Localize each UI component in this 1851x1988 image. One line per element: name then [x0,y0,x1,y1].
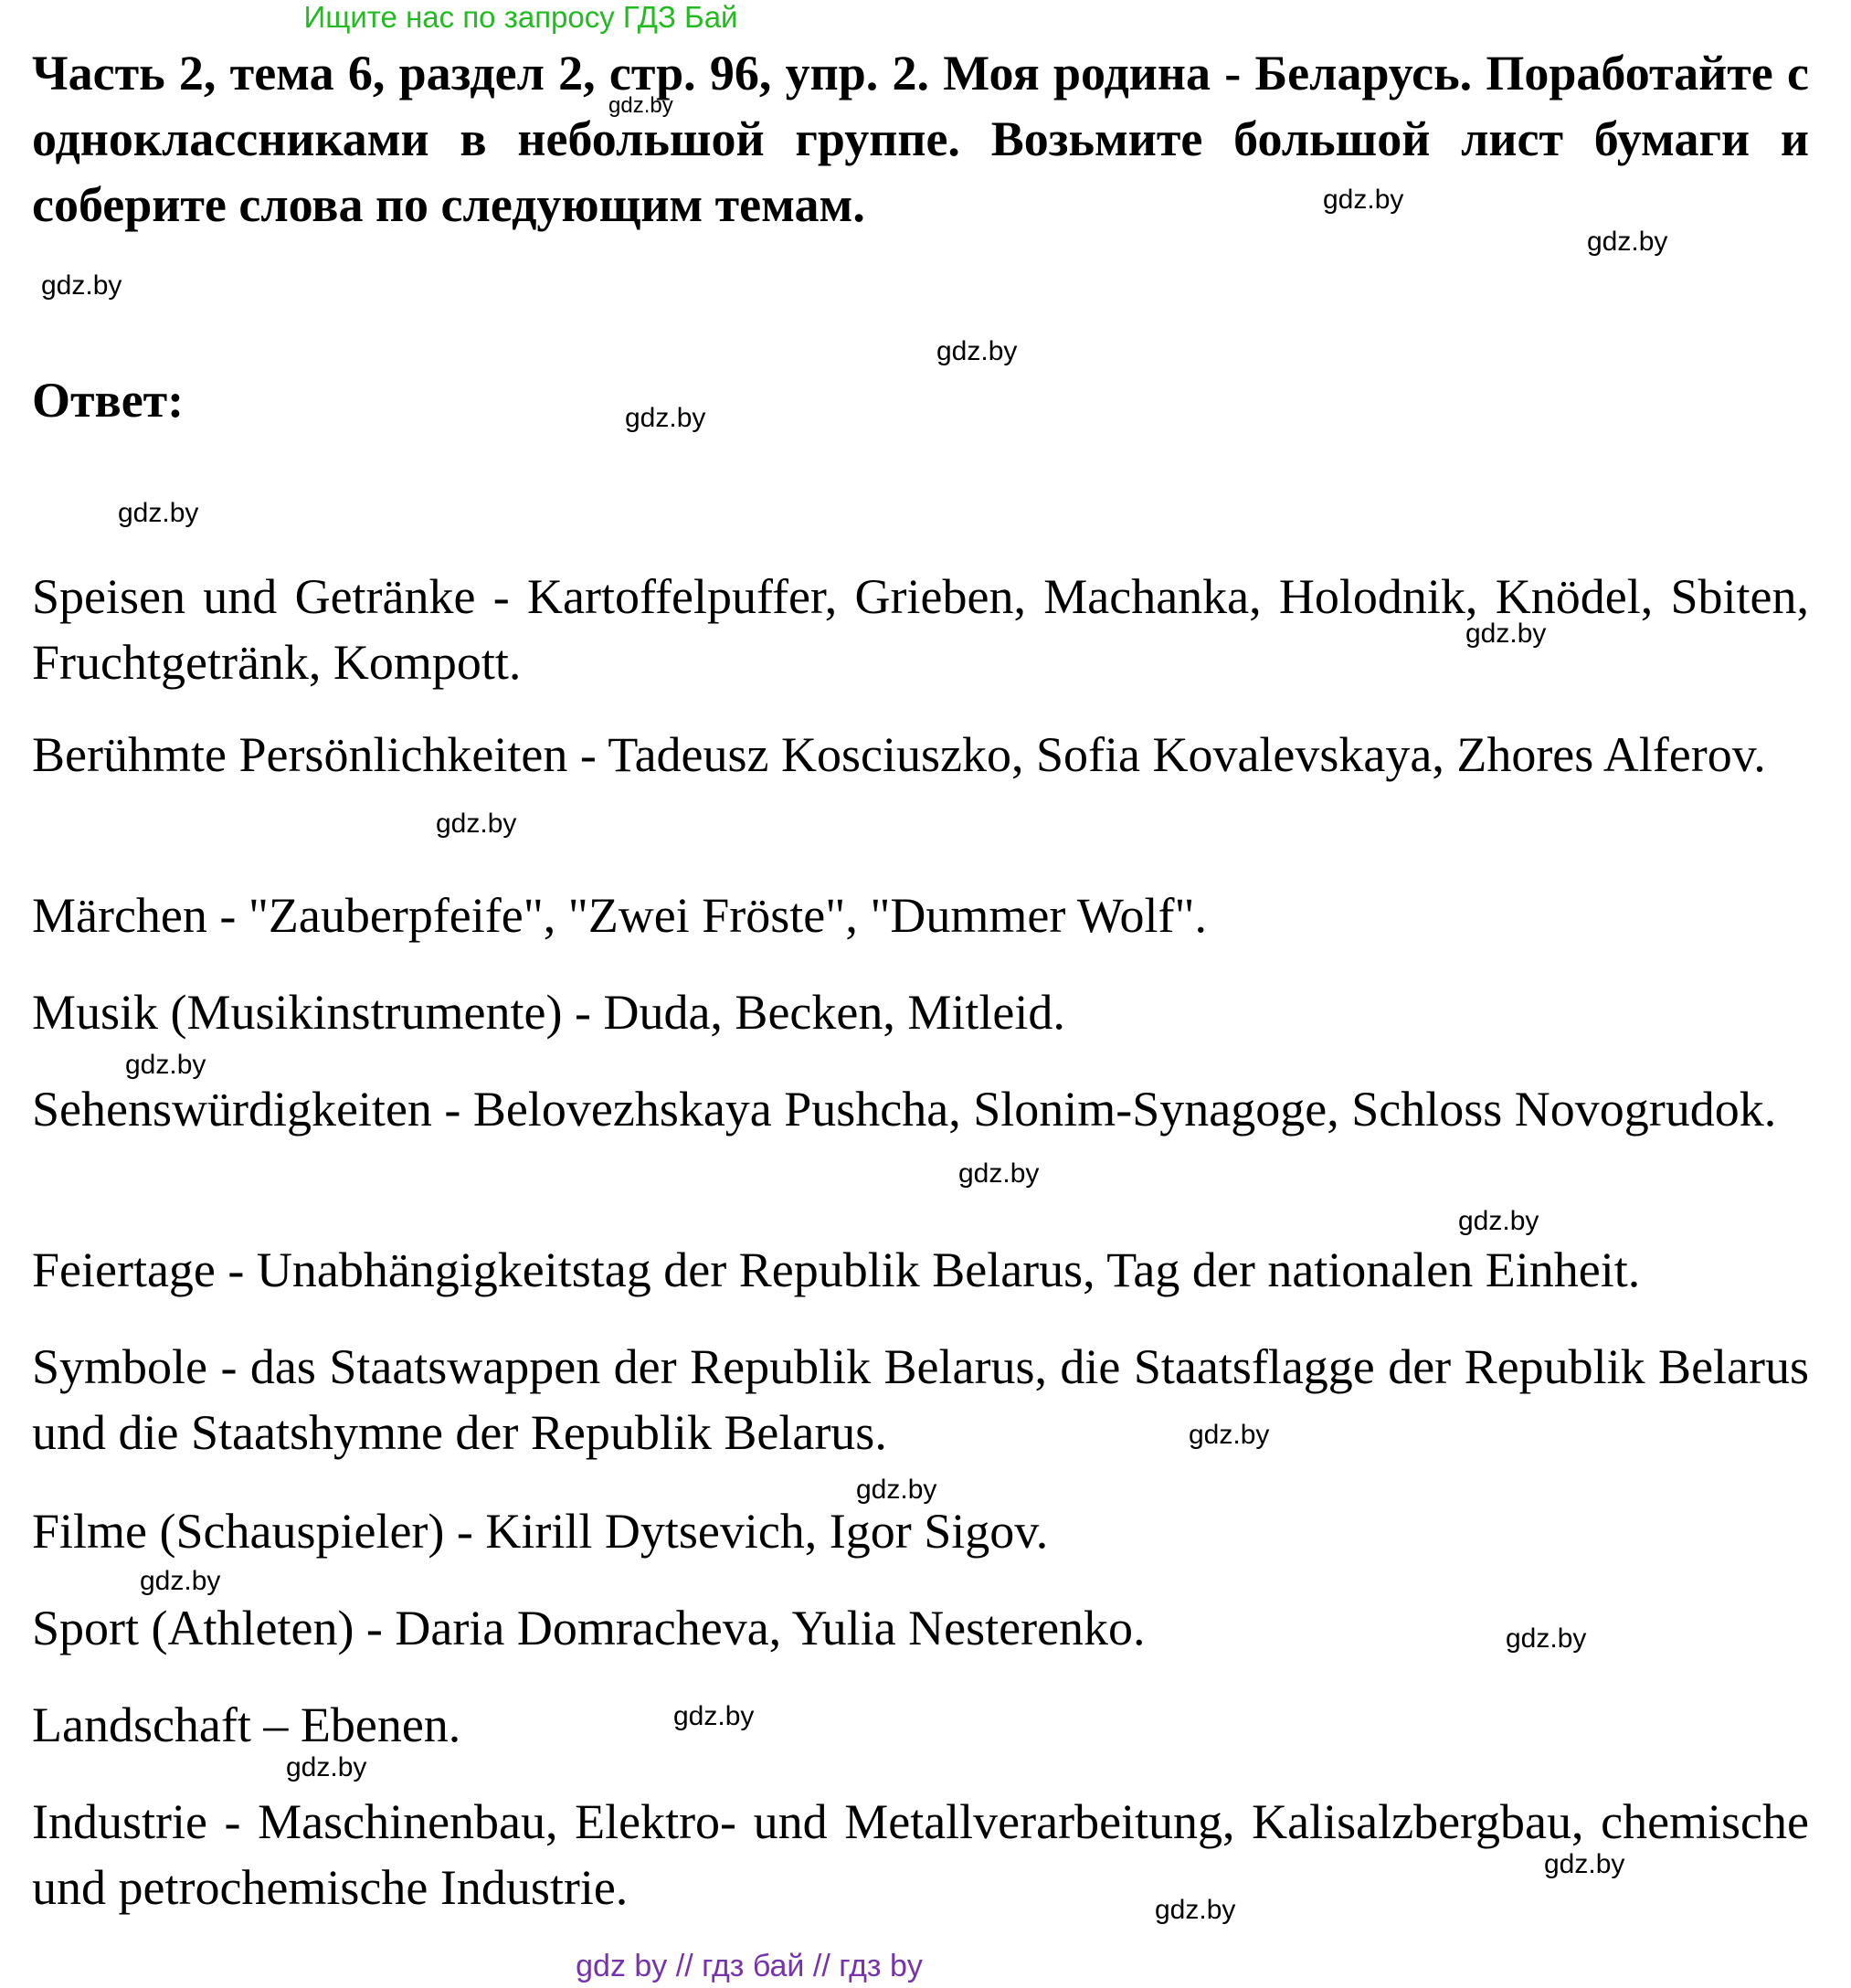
watermark: gdz.by [1544,1849,1625,1879]
watermark: gdz.by [936,336,1018,366]
answer-sport: Sport (Athleten) - Daria Domracheva, Yulia Nesterenko. [32,1601,1146,1655]
watermark: gdz.by [41,270,122,301]
watermark: gdz.by [673,1701,755,1731]
watermark: gdz.by [1458,1206,1539,1236]
watermark: gdz.by [1189,1420,1270,1450]
watermark: gdz.by [436,809,517,839]
answer-industry: Industrie - Maschinenbau, Elektro- und Metallverarbeitung, Kalisalzbergbau, chemische und petrochemische Industrie. [32,1794,1809,1915]
watermark: gdz.by [286,1752,367,1782]
watermark: gdz.by [1323,185,1404,215]
watermark: gdz.by [125,1050,206,1080]
watermark: gdz.by [625,403,706,433]
watermark: gdz.by [608,93,673,118]
answer-famous-people: Berühmte Persönlichkeiten - Tadeusz Kosciuszko, Sofia Kovalevskaya, Zhores Alferov. [32,727,1766,782]
answer-landscape: Landschaft – Ebenen. [32,1697,461,1752]
watermark: gdz.by [1587,227,1668,257]
watermark: gdz.by [1155,1895,1236,1925]
search-hint-banner: Ищите нас по запросу ГДЗ Бай [303,0,738,34]
answer-label: Ответ: [32,373,185,428]
answer-food-drinks: Speisen und Getränke - Kartoffelpuffer, Grieben, Machanka, Holodnik, Knödel, Sbiten, Fruchtgetränk, Kompott. [32,569,1809,690]
watermark: gdz.by [1465,619,1547,649]
answer-sights: Sehenswürdigkeiten - Belovezhskaya Pushcha, Slonim-Synagoge, Schloss Novogrudok. [32,1082,1777,1137]
watermark: gdz.by [118,498,199,528]
watermark: gdz.by [958,1158,1040,1189]
footer-links: gdz by // гдз бай // гдз by [576,1949,923,1983]
watermark: gdz.by [140,1566,221,1596]
answer-music: Musik (Musikinstrumente) - Duda, Becken, Mitleid. [32,985,1065,1040]
watermark: gdz.by [1506,1623,1587,1654]
answer-symbols: Symbole - das Staatswappen der Republik Belarus, die Staatsflagge der Republik Belarus und die Staatshymne der Republik Belarus. [32,1339,1809,1460]
answer-films: Filme (Schauspieler) - Kirill Dytsevich, Igor Sigov. [32,1504,1049,1559]
answer-holidays: Feiertage - Unabhängigkeitstag der Republik Belarus, Tag der nationalen Einheit. [32,1242,1641,1297]
exercise-heading: Часть 2, тема 6, раздел 2, стр. 96, упр. 2. Моя родина - Беларусь. Поработайте с одноклассниками в небольшой группе. Возьмите большой лист бумаги и соберите слова по следующим темам. [32,46,1809,232]
answer-fairy-tales: Märchen - "Zauberpfeife", "Zwei Fröste", "Dummer Wolf". [32,888,1208,943]
watermark: gdz.by [856,1475,937,1505]
